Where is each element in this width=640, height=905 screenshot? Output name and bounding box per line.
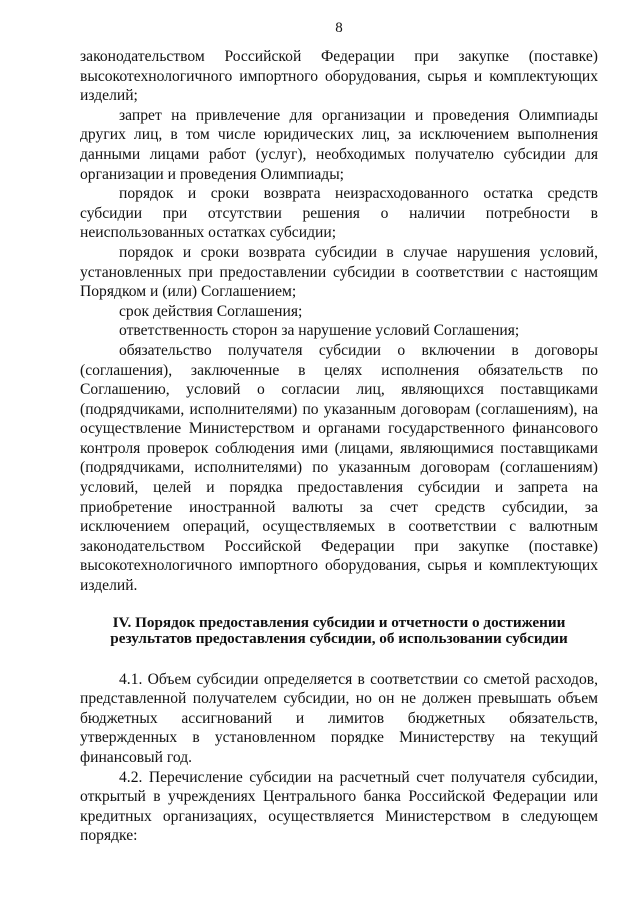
paragraph-olympiad-ban: запрет на привлечение для организации и проведения Олимпиады других лиц, в том числе юридических лиц, за исключением выполнения данными лицами работ (услуг), необходимых получателю субсидии для организации и проведения Олимпиады;: [80, 106, 598, 183]
document-body: [80, 47, 598, 846]
section-heading-line1: IV. Порядок предоставления субсидии и отчетности о достижении: [112, 613, 566, 631]
section-heading-line2: результатов предоставления субсидии, об использовании субсидии: [110, 629, 568, 647]
spacer: [80, 647, 598, 670]
paragraph-violation-return: порядок и сроки возврата субсидии в случае нарушения условий, установленных при предоставлении субсидии в соответствии с настоящим Порядком и (или) Соглашением;: [80, 243, 598, 301]
spacer: [80, 596, 598, 615]
paragraph-continuation: законодательством Российской Федерации при закупке (поставке) высокотехнологичного импортного оборудования, сырья и комплектующих изделий;: [80, 48, 598, 105]
paragraph-4-1: 4.1. Объем субсидии определяется в соответствии со сметой расходов, представленной получателем субсидии, но он не должен превышать объем бюджетных ассигнований и лимитов бюджетных обязательств, утвержденных в установленном порядке Министерству на текущий финансовый год.: [80, 670, 598, 766]
page-number: 8: [335, 20, 343, 36]
paragraph-unspent-return: порядок и сроки возврата неизрасходованного остатка средств субсидии при отсутствии решения о наличии потребности в неиспользованных остатках субсидии;: [80, 185, 598, 242]
paragraph-responsibility: ответственность сторон за нарушение условий Соглашения;: [119, 322, 520, 340]
paragraph-agreement-term: срок действия Соглашения;: [119, 302, 303, 320]
paragraph-obligation: обязательство получателя субсидии о включении в договоры (соглашения), заключенные в целях исполнения обязательств по Соглашению, условий о согласии лиц, являющихся поставщиками (подрядчиками, исполнителями) по указанным договорам (соглашениям), на осуществление Министерством и органами государственного финансового контроля проверок соблюдения ими (лицами, являющимися поставщиками (подрядчиками, исполнителями) по указанным договорам (соглашениям) условий, целей и порядка предоставления субсидии и запрета на приобретение иностранной валюты за счет средств субсидии, за исключением операций, осуществляемых в соответствии с валютным законодательством Российской Федерации при закупке (поставке) высокотехнологичного импортного оборудования, сырья и комплектующих изделий.: [80, 341, 598, 595]
paragraph-4-2: 4.2. Перечисление субсидии на расчетный счет получателя субсидии, открытый в учреждениях Центрального банка Российской Федерации или кредитных организациях, осуществляется Министерством в следующем порядке:: [80, 768, 598, 845]
section-heading: [80, 615, 598, 647]
